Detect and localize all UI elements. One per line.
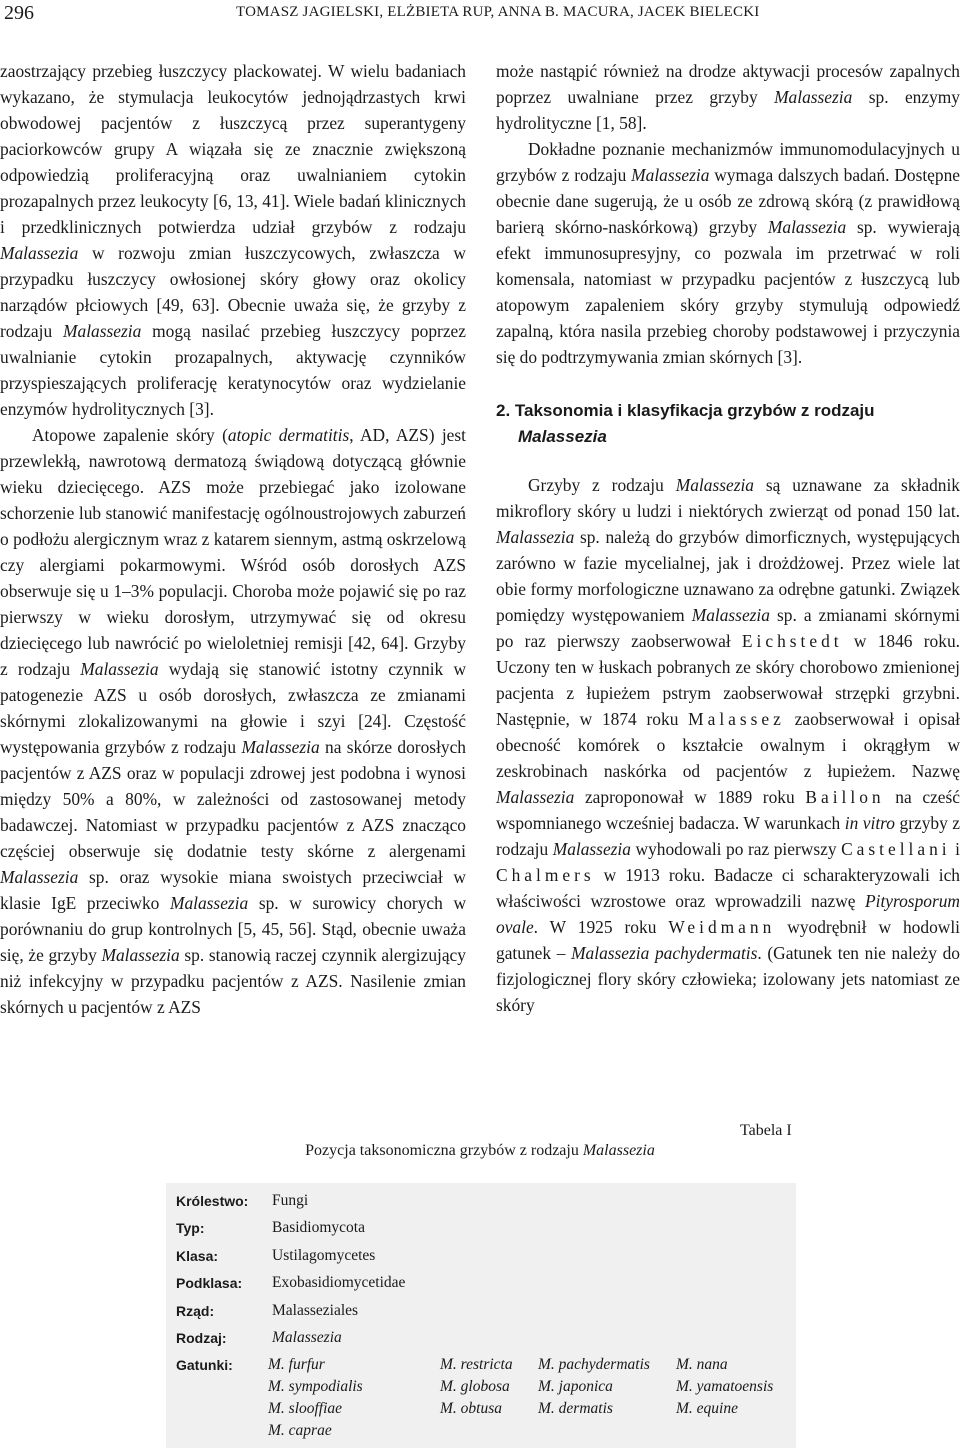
species-name: M. pachydermatis: [538, 1356, 650, 1373]
species-name: M. sympodialis: [268, 1378, 363, 1395]
row-value: Basidiomycota: [272, 1219, 365, 1237]
left-paragraph-1: zaostrzający przebieg łuszczycy plackowatej. W wielu badaniach wykazano, że stymulacja leukocytów jednojądrzastych krwi obwodowej pacjentów z łuszczycą przez superantygeny paciorkowców grupy A wiązała się ze znacznie zwiększoną odpowiedzią proliferacyjną oraz uwalnianiem cytokin prozapalnych przez leukocyty [6, 13, 41]. Wiele badań klinicznych i przedklinicznych potwierdza udział grzybów z rodzaju Malassezia w rozwoju zmian łuszczycowych, zwłaszcza w przypadku łuszczycy owłosionej skóry głowy oraz okolicy narządów płciowych [49, 63]. Obecnie uważa się, że grzyby z rodzaju Malassezia mogą nasilać przebieg łuszczycy poprzez uwalnianie cytokin prozapalnych, aktywację czynników przyspieszających proliferację keratynocytów oraz wydzielanie enzymów hydrolitycznych [3].: [0, 61, 466, 419]
species-name: M. japonica: [538, 1378, 613, 1395]
table-row: [166, 1325, 796, 1353]
row-value: Malassezia: [272, 1329, 342, 1347]
section-heading: 2. Taksonomia i klasyfikacja grzybów z rodzaju Malassezia: [496, 401, 875, 446]
page-header: [0, 0, 960, 30]
species-name: M. caprae: [268, 1422, 332, 1439]
row-value: Exobasidiomycetidae: [272, 1274, 406, 1292]
running-head: TOMASZ JAGIELSKI, ELŻBIETA RUP, ANNA B. MACURA, JACEK BIELECKI: [236, 4, 760, 20]
table-row: [166, 1270, 796, 1298]
species-row: [166, 1352, 796, 1442]
taxonomy-table: [166, 1183, 796, 1448]
table-label: Tabela I: [740, 1122, 792, 1139]
species-name: M. obtusa: [440, 1400, 502, 1417]
species-name: M. equine: [676, 1400, 738, 1417]
species-name: M. nana: [676, 1356, 728, 1373]
right-paragraph-3: Grzyby z rodzaju Malassezia są uznawane za składnik mikroflory skóry u ludzi i niektórych zwierząt od ponad 150 lat. Malassezia sp. należą do grzybów dimorficznych, występujących zarówno w fazie mycelialnej, jak i drożdżowej. Przez wiele lat obie formy morfologiczne uznawano za odrębne gatunki. Związek pomiędzy występowaniem Malassezia sp. a zmianami skórnymi po raz pierwszy zaobserwował Eichstedt w 1846 roku. Uczony ten w łuskach pobranych ze skóry chorobowo zmienionej pacjenta z łupieżem pstrym zaobserwował strzępki grzybni. Następnie, w 1874 roku Malassez zaobserwował i opisał obecność komórek o kształcie owalnym i okrągłym w zeskrobinach naskórka od pacjentów z łupieżem. Nazwę Malassezia zaproponował w 1889 roku Baillon na cześć wspomnianego wcześniej badacza. W warunkach in vitro grzyby z rodzaju Malassezia wyhodowali po raz pierwszy Castellani i Chalmers w 1913 roku. Badacze ci scharakteryzowali ich właściwości wzrostowe oraz wprowadzili nazwę Pityrosporum ovale. W 1925 roku Weidmann wyodrębnił w hodowli gatunek – Malassezia pachydermatis. (Gatunek ten nie należy do fizjologicznej flory skóry człowieka; izolowany jets natomiast ze skóry: [496, 475, 960, 1015]
species-name: M. globosa: [440, 1378, 510, 1395]
species-key: Gatunki:: [176, 1357, 233, 1373]
row-value: Malasseziales: [272, 1301, 359, 1319]
row-key: Podklasa:: [176, 1275, 243, 1292]
left-column: [0, 58, 466, 1020]
species-name: M. dermatis: [538, 1400, 613, 1417]
row-key: Rząd:: [176, 1302, 215, 1319]
row-value: Fungi: [272, 1191, 309, 1209]
row-value: Ustilagomycetes: [272, 1246, 376, 1264]
species-name: M. slooffiae: [268, 1400, 343, 1417]
species-name: M. furfur: [268, 1356, 325, 1373]
row-key: Typ:: [176, 1220, 205, 1237]
table-row: [166, 1242, 796, 1270]
row-key: Klasa:: [176, 1247, 219, 1264]
left-paragraph-2: Atopowe zapalenie skóry (atopic dermatitis, AD, AZS) jest przewlekłą, nawrotową dermatozą świądową dotyczącą głównie wieku dziecięcego. AZS może przebiegać jako izolowane schorzenie lub stanowić manifestację ogólnoustrojowych zaburzeń o podłożu alergicznym wraz z katarem siennym, astmą oskrzelową czy alergiami pokarmowymi. Wśród osób dorosłych AZS obserwuje się u 1–3% populacji. Choroba może pojawić się po raz pierwszy w wieku dorosłym, utrzymywać się od okresu dziecięcego lub nawrócić po wieloletniej remisji [42, 64]. Grzyby z rodzaju Malassezia wydają się stanowić istotny czynnik w patogenezie AZS u osób dorosłych, zwłaszcza ze zmianami skórnymi zlokalizowanymi na głowie i szyi [24]. Częstość występowania grzybów z rodzaju Malassezia na skórze dorosłych pacjentów z AZS oraz w populacji zdrowej jest podobna i wynosi między 50% a 80%, w zależności od zastosowanej metody badawczej. Natomiast w przypadku pacjentów z AZS znacząco częściej obserwuje się dodatnie testy skórne z alergenami Malassezia sp. oraz wysokie miana swoistych przeciwciał w klasie IgE przeciwko Malassezia sp. w surowicy chorych w porównaniu do grup kontrolnych [5, 45, 56]. Stąd, obecnie uważa się, że grzyby Malassezia sp. stanowią raczej czynnik alergizujący niż infekcyjny w przypadku pacjentów z AZS. Nasilenie zmian skórnych u pacjentów z AZS: [0, 425, 467, 1017]
species-grid: [268, 1354, 796, 1442]
row-key: Królestwo:: [176, 1192, 249, 1209]
row-key: Rodzaj:: [176, 1330, 227, 1347]
right-column: [496, 58, 960, 1018]
table-row: [166, 1187, 796, 1215]
page-number: 296: [4, 2, 34, 24]
table-row: [166, 1215, 796, 1243]
table-row: [166, 1297, 796, 1325]
species-name: M. restricta: [440, 1356, 513, 1373]
right-paragraph-1: może nastąpić również na drodze aktywacji procesów zapalnych poprzez uwalniane przez grzyby Malassezia sp. enzymy hydrolityczne [1, 58].: [496, 61, 960, 133]
right-paragraph-2: Dokładne poznanie mechanizmów immunomodulacyjnych u grzybów z rodzaju Malassezia wymaga dalszych badań. Dostępne obecnie dane sugerują, że u osób ze zdrową skórą (z prawidłową barierą skórno-naskórkową) grzyby Malassezia sp. wywierają efekt immunosupresyjny, co pozwala im przetrwać w roli komensala, natomiast w przypadku pacjentów z łuszczycą lub atopowym zapaleniem skóry grzyby stymulują odpowiedź zapalną, która nasila przebieg choroby podstawowej i przyczynia się do podtrzymywania zmian skórnych [3].: [496, 139, 960, 367]
species-name: M. yamatoensis: [676, 1378, 774, 1395]
table-caption: Pozycja taksonomiczna grzybów z rodzaju Malassezia: [305, 1142, 655, 1159]
